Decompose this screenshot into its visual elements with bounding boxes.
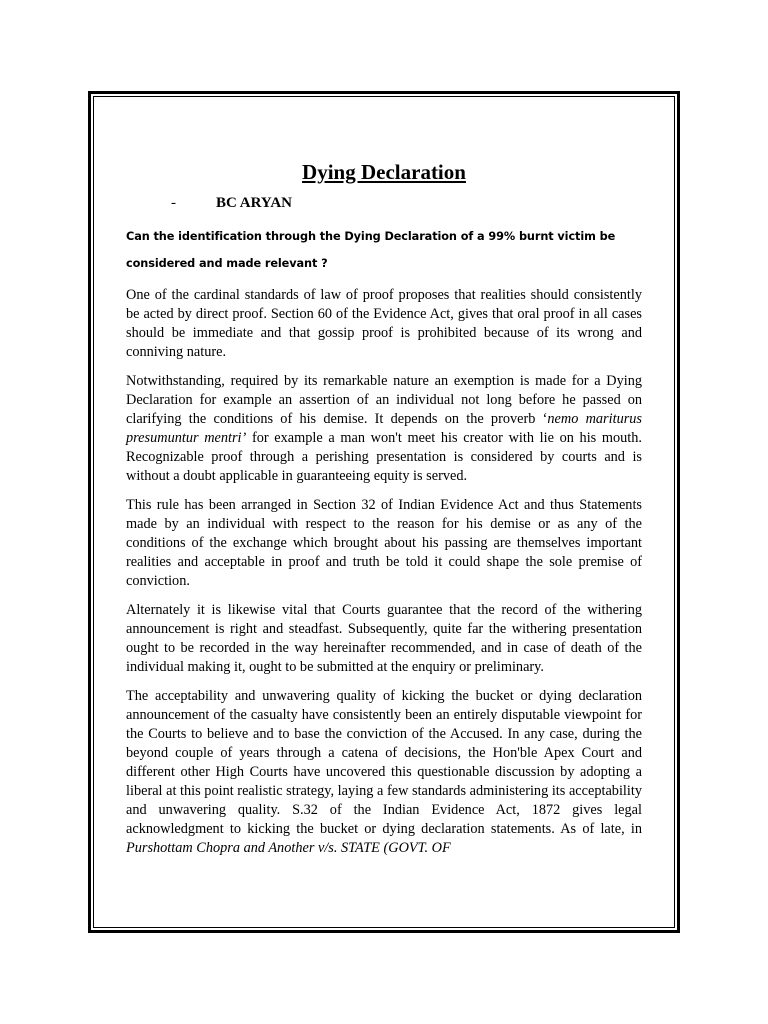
paragraph-2 — [126, 372, 642, 486]
document-body — [126, 157, 642, 858]
paragraph-2-text-end: for example a man won't meet his creator with lie on his mouth. Recognizable proof through a perishing presentation is considered by courts and is without a doubt applicable in guaranteeing equity is served. — [126, 430, 642, 484]
paragraph-4: Alternately it is likewise vital that Courts guarantee that the record of the withering announcement is right and steadfast. Subsequently, quite far the withering presentation ought to be recorded in the way hereinafter recommended, and in case of death of the individual making it, ought to be submitted at the enquiry or preliminary. — [126, 602, 642, 675]
paragraph-2-latin-maxim: nemo mariturus presumuntur mentri’ — [126, 411, 642, 446]
paragraph-5-case-citation: Purshottam Chopra and Another v/s. STATE (GOVT. OF — [126, 840, 451, 856]
paragraph-2-text-start: Notwithstanding, required by its remarkable nature an exemption is made for a Dying Declaration for example an assertion of an individual not long before he passed on clarifying the conditions of his demise. It depends on the proverb ‘ — [126, 373, 642, 427]
paragraph-1: One of the cardinal standards of law of proof proposes that realities should consistently be acted by direct proof. Section 60 of the Evidence Act, gives that oral proof in all cases should be immediate and that gossip proof is prohibited because of its wrong and conniving nature. — [126, 287, 642, 360]
paragraph-5-text: The acceptability and unwavering quality of kicking the bucket or dying declaration announcement of the casualty have consistently been an entirely disputable viewpoint for the Courts to believe and to base the conviction of the Accused. In any case, during the beyond couple of years through a catena of decisions, the Hon'ble Apex Court and different other High Courts have uncovered this questionable discussion by adopting a liberal at this point realistic strategy, laying a few standards administering its acceptability and unwavering quality. S.32 of the Indian Evidence Act, 1872 gives legal acknowledgment to kicking the bucket or dying declaration statements. As of late, in — [126, 688, 642, 837]
author-name: BC ARYAN — [216, 195, 293, 211]
question-heading: Can the identification through the Dying Declaration of a 99% burnt victim be considered and made relevant ? — [126, 230, 616, 270]
paragraph-3: This rule has been arranged in Section 32 of Indian Evidence Act and thus Statements made by an individual with respect to the reason for his demise or as any of the conditions of the exchange which brought about his passing are themselves important realities and acceptable in proof and truth be told it could shape the sole premise of conviction. — [126, 497, 642, 589]
paragraph-5 — [126, 687, 642, 858]
author-dash: - — [171, 195, 176, 211]
author-line — [126, 195, 642, 215]
document-title: Dying Declaration — [302, 160, 466, 184]
